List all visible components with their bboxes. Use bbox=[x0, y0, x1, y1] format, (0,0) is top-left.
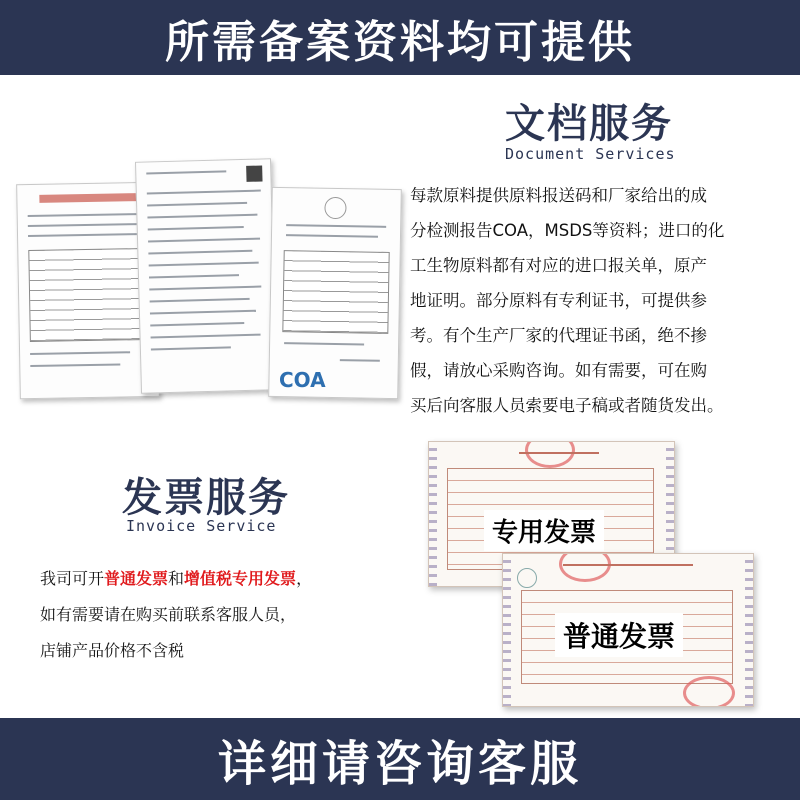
top-banner bbox=[0, 0, 800, 75]
bottom-banner-title: 详细请咨询客服 bbox=[217, 735, 582, 792]
invoice-service-subtitle: Invoice Service bbox=[126, 517, 277, 535]
document-service-subtitle: Document Services bbox=[505, 145, 676, 163]
description-line: 考。有个生产厂家的代理证书函，绝不掺 bbox=[410, 326, 707, 345]
coa-label: COA bbox=[279, 368, 326, 392]
invoice-line-2: 如有需要请在购买前联系客服人员， bbox=[40, 605, 297, 624]
normal-invoice-highlight: 普通发票 bbox=[104, 569, 169, 588]
description-line: 假，请放心采购咨询。如有需要，可在购 bbox=[410, 361, 707, 380]
normal-invoice-label: 普通发票 bbox=[555, 613, 683, 657]
top-banner-title: 所需备案资料均可提供 bbox=[165, 16, 635, 68]
invoice-line-1: 我司可开普通发票和增值税专用发票， bbox=[40, 569, 313, 588]
description-line: 分检测报告COA，MSDS等资料；进口的化 bbox=[410, 221, 725, 240]
invoice-service-description bbox=[40, 566, 312, 674]
description-line: 工生物原料都有对应的进口报关单，原产 bbox=[410, 256, 707, 275]
document-service-description bbox=[410, 178, 795, 423]
invoice-service-title: 发票服务 bbox=[122, 475, 290, 521]
description-line: 买后向客服人员索要电子稿或者随货发出。 bbox=[410, 396, 724, 415]
description-line: 地证明。部分原料有专利证书，可提供参 bbox=[410, 291, 707, 310]
description-line: 每款原料提供原料报送码和厂家给出的成 bbox=[410, 186, 707, 205]
bottom-banner bbox=[0, 718, 800, 800]
document-service-title: 文档服务 bbox=[505, 101, 673, 147]
document-sheet-2 bbox=[135, 158, 277, 393]
special-invoice-label: 专用发票 bbox=[484, 510, 604, 551]
vat-invoice-highlight: 增值税专用发票 bbox=[184, 569, 297, 588]
invoice-line-3: 店铺产品价格不含税 bbox=[40, 641, 185, 660]
